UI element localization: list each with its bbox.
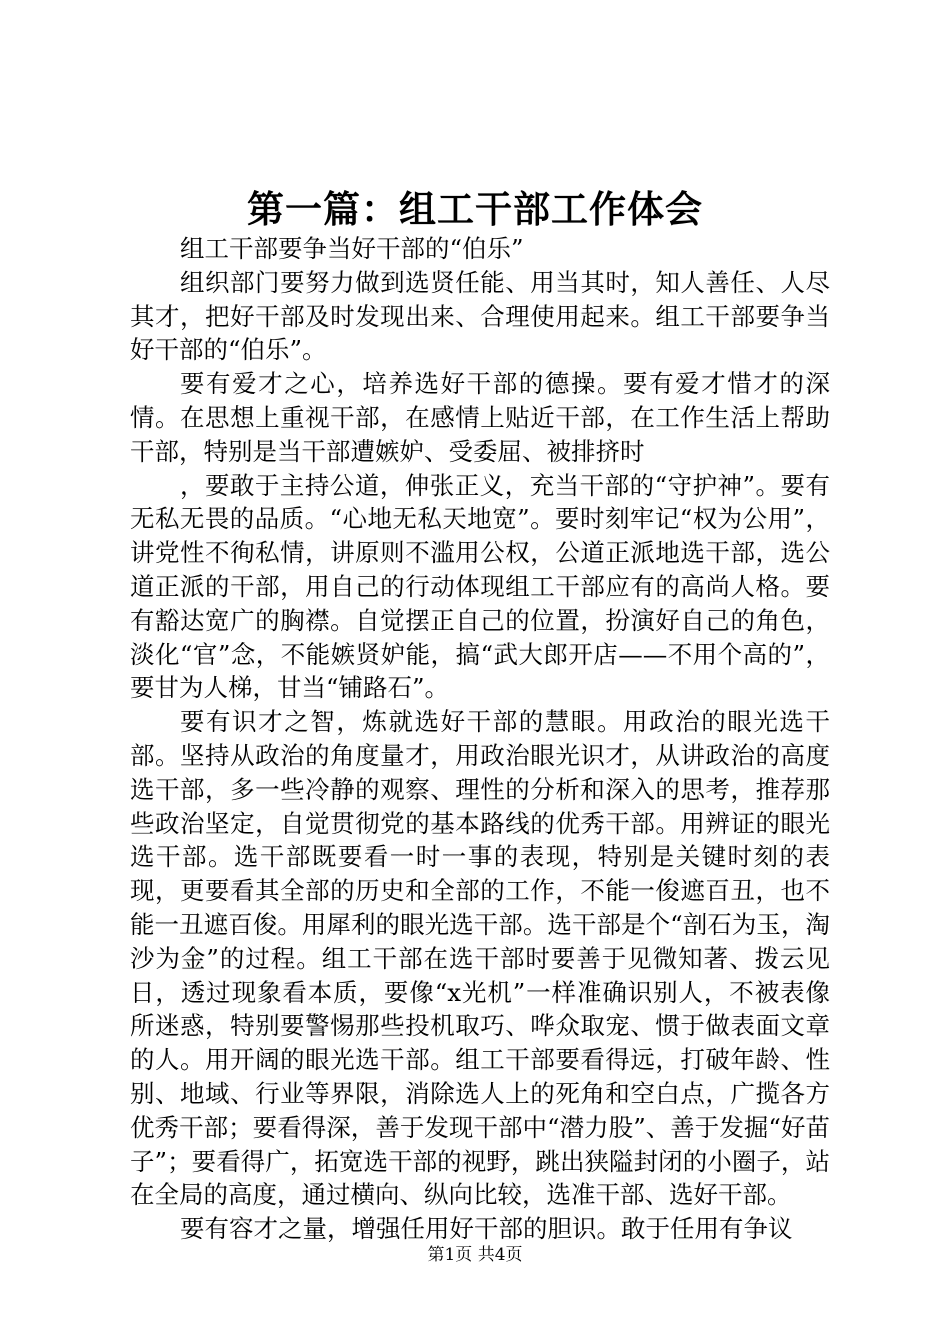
page-number-footer: 第1页 共4页 — [427, 1245, 523, 1265]
paragraph: 要有识才之智，炼就选好干部的慧眼。用政治的眼光选干部。坚持从政治的角度量才，用政治眼光识才，从讲政治的高度选干部，多一些冷静的观察、理性的分析和深入的思考，推荐那些政治坚定，自觉贯彻党的基本路线的优秀干部。用辨证的眼光选干部。选干部既要看一时一事的表现，特别是关键时刻的表现，更要看其全部的历史和全部的工作，不能一俊遮百丑，也不能一丑遮百俊。用犀利的眼光选干部。选干部是个“剖石为玉，淘沙为金”的过程。组工干部在选干部时要善于见微知著、拨云见日，透过现象看本质，要像“x光机”一样准确识别人，不被表像所迷惑，特别要警惕那些投机取巧、哗众取宠、惯于做表面文章的人。用开阔的眼光选干部。组工干部要看得远，打破年龄、性别、地域、行业等界限，消除选人上的死角和空白点，广揽各方优秀干部；要看得深，善于发现干部中“潜力股”、善于发掘“好苗子”；要看得广，拓宽选干部的视野，跳出狭隘封闭的小圈子，站在全局的高度，通过横向、纵向比较，选准干部、选好干部。 — [130, 707, 830, 1210]
paragraph: 要有容才之量，增强任用好干部的胆识。敢于任用有争议 — [180, 1214, 793, 1244]
paragraph-subtitle: 组工干部要争当好干部的“伯乐” — [180, 234, 524, 263]
document-body — [130, 232, 830, 1246]
paragraph: 要有爱才之心，培养选好干部的德操。要有爱才惜才的深情。在思想上重视干部，在感情上贴近干部，在工作生活上帮助干部，特别是当干部遭嫉妒、受委屈、被排挤时 — [130, 369, 830, 466]
paragraph: ，要敢于主持公道，伸张正义，充当干部的“守护神”。要有无私无畏的品质。“心地无私天地宽”。要时刻牢记“权为公用”，讲党性不徇私情，讲原则不滥用公权，公道正派地选干部，选公道正派的干部，用自己的行动体现组工干部应有的高尚人格。要有豁达宽广的胸襟。自觉摆正自己的位置，扮演好自己的角色，淡化“官”念，不能嫉贤妒能，搞“武大郎开店——不用个高的”，要甘为人梯，甘当“铺路石”。 — [130, 470, 830, 703]
paragraph: 组织部门要努力做到选贤任能、用当其时，知人善任、人尽其才，把好干部及时发现出来、合理使用起来。组工干部要争当好干部的“伯乐”。 — [130, 267, 830, 365]
document-title: 第一篇：组工干部工作体会 — [247, 187, 703, 231]
